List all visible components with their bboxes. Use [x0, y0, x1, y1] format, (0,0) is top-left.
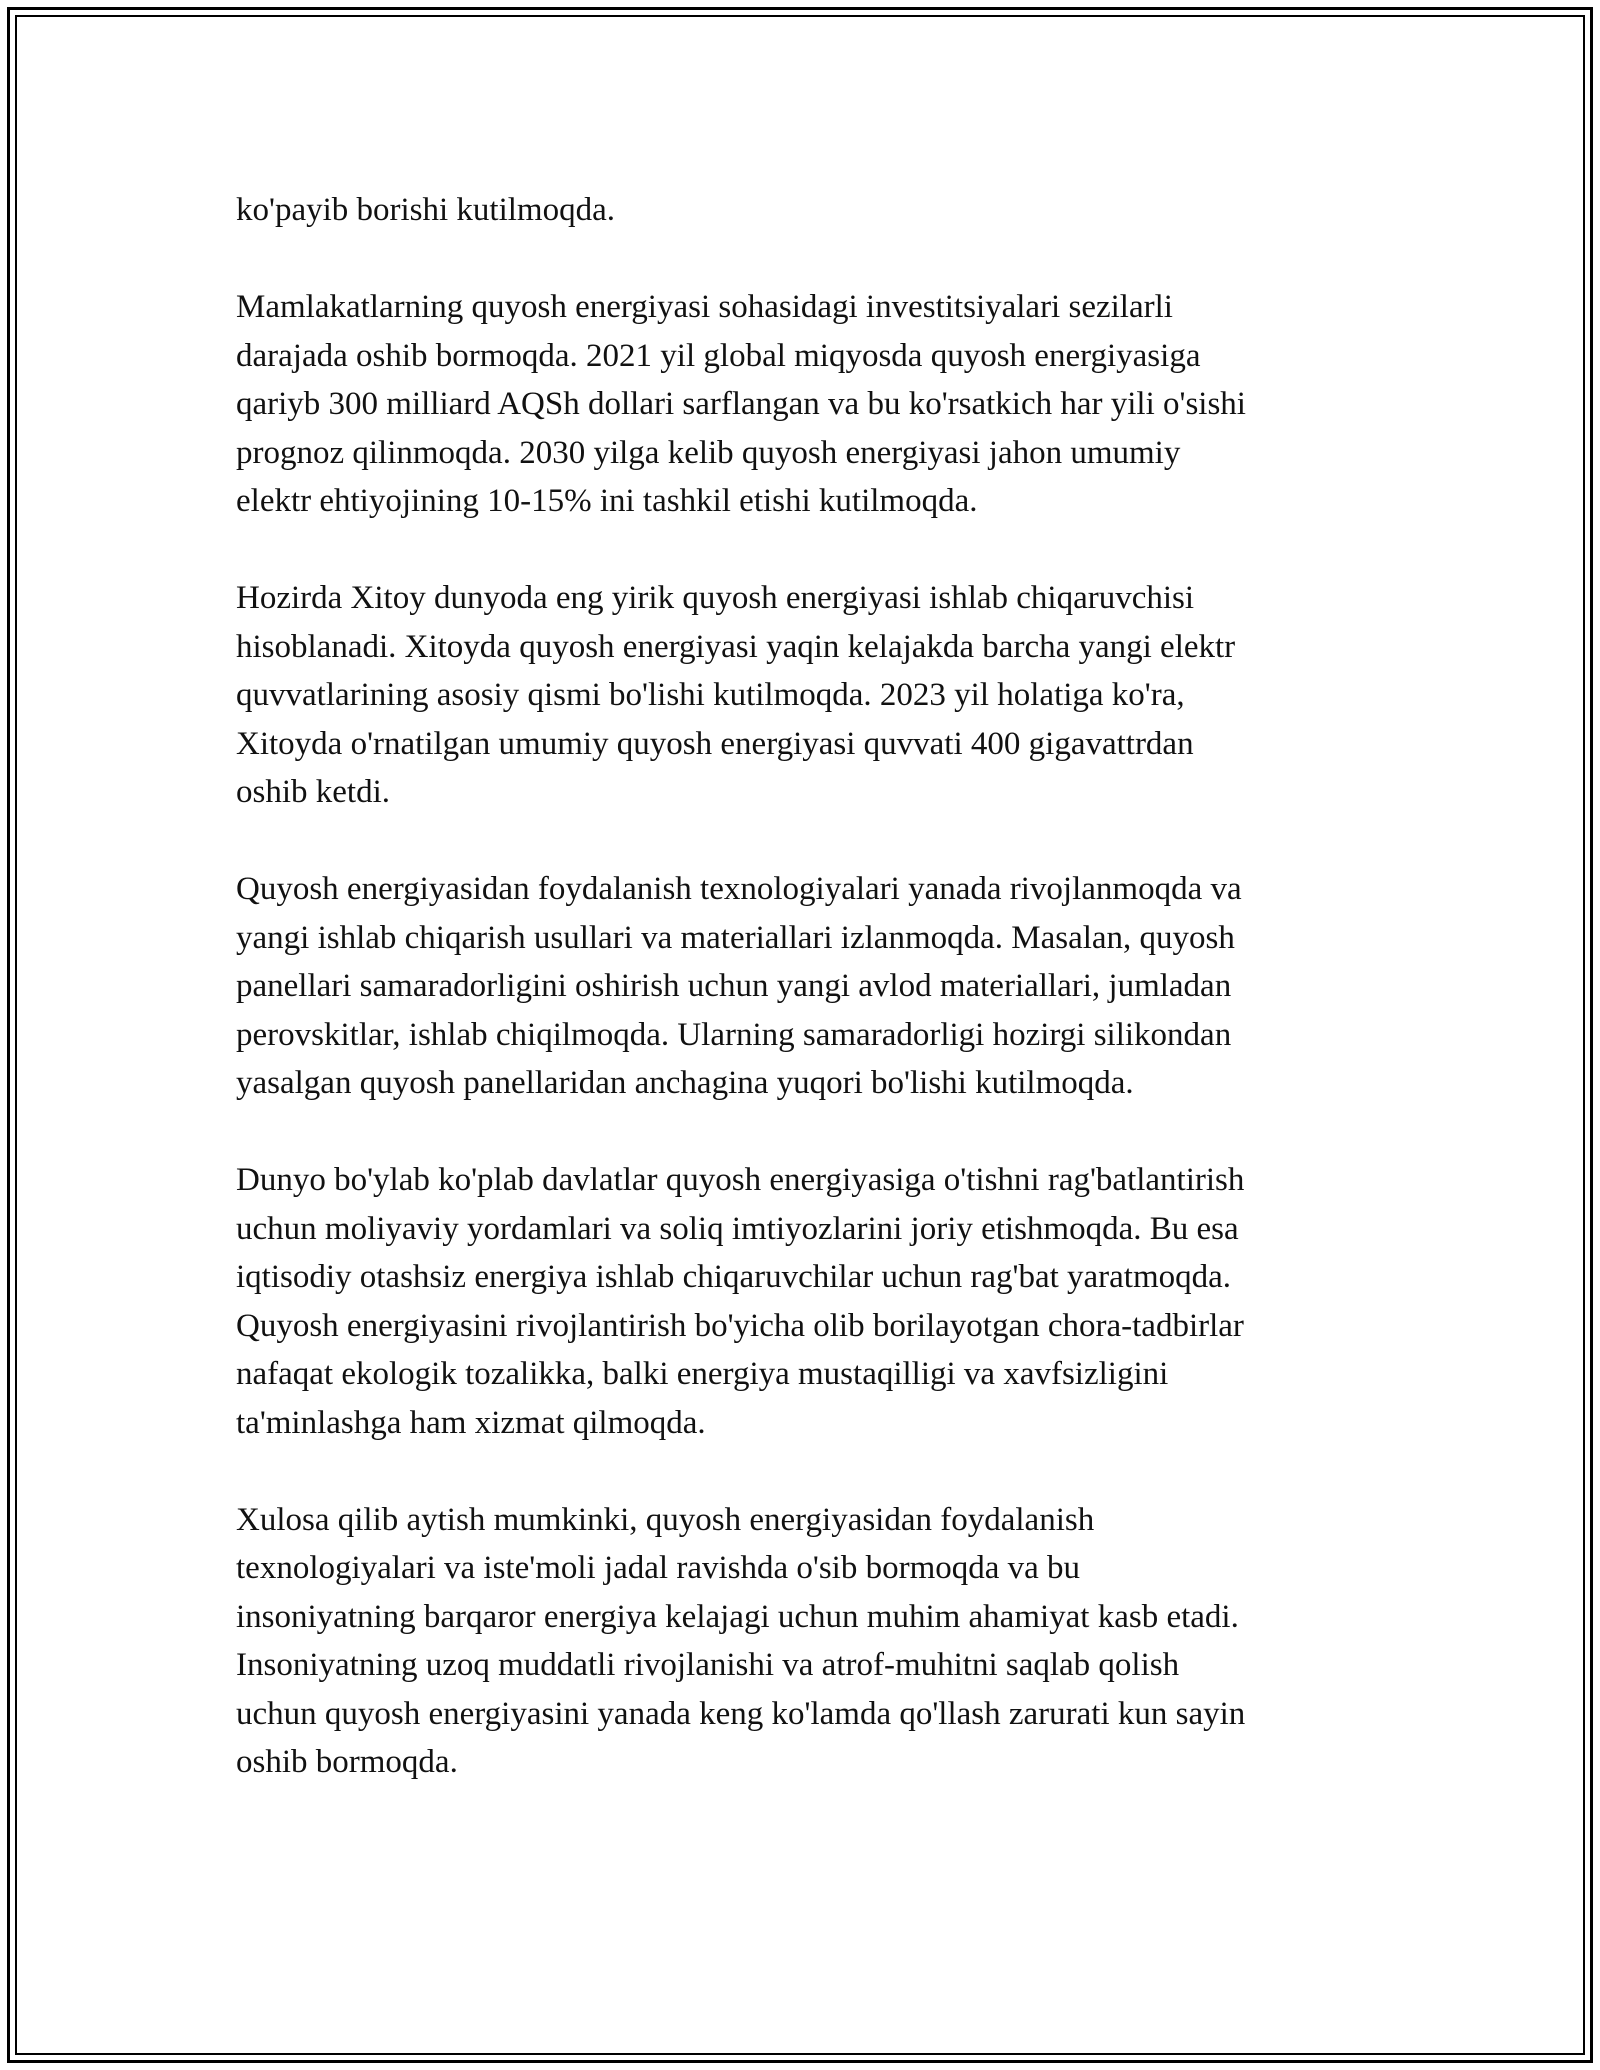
- paragraph-technologies: Quyosh energiyasidan foydalanish texnologiyalari yanada rivojlanmoqda va yangi ishlab chiqarish usullari va materiallari izlanmoqda. Masalan, quyosh panellari samaradorligini oshirish uchun yangi avlod materiallari, jumladan perovskitlar, ishlab chiqilmoqda. Ularning samaradorligi hozirgi silikondan yasalgan quyosh panellaridan anchagina yuqori bo'lishi kutilmoqda.: [236, 871, 1242, 1101]
- paragraph-china: Hozirda Xitoy dunyoda eng yirik quyosh energiyasi ishlab chiqaruvchisi hisoblanadi. Xitoyda quyosh energiyasi yaqin kelajakda barcha yangi elektr quvvatlarining asosiy qismi bo'lishi kutilmoqda. 2023 yil holatiga ko'ra, Xitoyda o'rnatilgan umumiy quyosh energiyasi quvvati 400 gigavattrdan oshib ketdi.: [236, 580, 1236, 810]
- paragraph-conclusion: Xulosa qilib aytish mumkinki, quyosh energiyasidan foydalanish texnologiyalari va iste'moli jadal ravishda o'sib bormoqda va bu insoniyatning barqaror energiya kelajagi uchun muhim ahamiyat kasb etadi. Insoniyatning uzoq muddatli rivojlanishi va atrof-muhitni saqlab qolish uchun quyosh energiyasini yanada keng ko'lamda qo'llash zarurati kun sayin oshib bormoqda.: [236, 1501, 1246, 1780]
- paragraph-incentives: Dunyo bo'ylab ko'plab davlatlar quyosh energiyasiga o'tishni rag'batlantirish uchun moliyaviy yordamlari va soliq imtiyozlarini joriy etishmoqda. Bu esa iqtisodiy otashsiz energiya ishlab chiqaruvchilar uchun rag'bat yaratmoqda. Quyosh energiyasini rivojlantirish bo'yicha olib borilayotgan chora-tadbirlar nafaqat ekologik tozalikka, balki energiya mustaqilligi va xavfsizligini ta'minlashga ham xizmat qilmoqda.: [236, 1162, 1245, 1441]
- paragraph-investments: Mamlakatlarning quyosh energiyasi sohasidagi investitsiyalari sezilarli darajada oshib bormoqda. 2021 yil global miqyosda quyosh energiyasiga qariyb 300 milliard AQSh dollari sarflangan va bu ko'rsatkich har yili o'sishi prognoz qilinmoqda. 2030 yilga kelib quyosh energiyasi jahon umumiy elektr ehtiyojining 10-15% ini tashkil etishi kutilmoqda.: [236, 289, 1246, 519]
- paragraph-continuation: ko'payib borishi kutilmoqda.: [236, 192, 616, 228]
- document-body: [236, 186, 1366, 1835]
